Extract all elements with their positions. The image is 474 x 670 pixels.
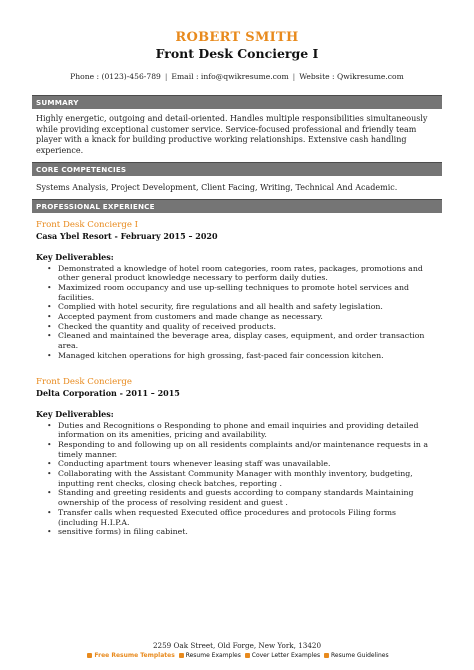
list-item: • Accepted payment from customers and made change as necessary.	[58, 312, 438, 322]
job-title: Front Desk Concierge I	[36, 219, 139, 230]
free-templates-link[interactable]: Free Resume Templates	[94, 652, 175, 659]
list-item: • Duties and Recognitions o Responding to phone and email inquiries and providing detailed information on its amenities, pricing and availability.	[58, 421, 438, 440]
letter-icon	[245, 653, 250, 658]
key-deliverables-label: Key Deliverables:	[36, 408, 114, 419]
list-item: • Cleaned and maintained the beverage area, display cases, equipment, and order transaction area.	[58, 331, 438, 350]
website[interactable]: Website : Qwikresume.com	[299, 72, 404, 81]
job-1	[0, 220, 474, 361]
summary-heading: SUMMARY	[32, 95, 442, 109]
contact-line: Phone : (0123)-456-789 | Email : info@qwikresume.com | Website : Qwikresume.com	[70, 72, 404, 81]
resume-icon	[179, 653, 184, 658]
list-item: • Conducting apartment tours whenever leasing staff was unavailable.	[58, 459, 438, 469]
job-title: Front Desk Concierge	[36, 376, 132, 387]
job-2	[0, 377, 474, 537]
summary-text: Highly energetic, outgoing and detail-oriented. Handles multiple responsibilities simultaneously while providing exceptional customer service. Service-focused professional and friendly team player with a knack for building productive working relationships. Extensive cash handling experience.	[36, 114, 428, 155]
list-item: • Standing and greeting residents and guests according to company standards Maintaining ownership of the process of resolving resident and guest .	[58, 488, 438, 507]
list-item: • Responding to and following up on all residents complaints and/or maintenance requests in a timely manner.	[58, 440, 438, 459]
list-item: • Transfer calls when requested Executed office procedures and protocols Filing forms (including H.I.P.A.	[58, 508, 438, 527]
key-deliverables-label: Key Deliverables:	[36, 251, 114, 262]
resume-header	[0, 0, 474, 81]
list-item: • Demonstrated a knowledge of hotel room categories, room rates, packages, promotions and other general product knowledge necessary to perform daily duties.	[58, 264, 438, 283]
experience-heading: PROFESSIONAL EXPERIENCE	[32, 199, 442, 213]
job-company: Delta Corporation - 2011 – 2015	[36, 387, 180, 398]
list-item: • Checked the quantity and quality of received products.	[58, 322, 438, 332]
list-item: • Complied with hotel security, fire regulations and all health and safety legislation.	[58, 302, 438, 312]
template-icon	[87, 653, 92, 658]
guidelines-link[interactable]: Resume Guidelines	[331, 652, 389, 659]
job-2-deliverables	[0, 421, 474, 537]
competencies-heading: CORE COMPETENCIES	[32, 162, 442, 176]
job-1-deliverables	[0, 264, 474, 361]
footer-links	[0, 651, 474, 661]
footer-address: 2259 Oak Street, Old Forge, New York, 13420	[152, 641, 322, 650]
cover-letter-link[interactable]: Cover Letter Examples	[251, 652, 321, 659]
candidate-name: ROBERT SMITH	[175, 30, 299, 45]
resume-footer	[0, 641, 474, 661]
candidate-title: Front Desk Concierge I	[155, 46, 319, 61]
guide-icon	[324, 653, 329, 658]
list-item: • sensitive forms) in filing cabinet.	[58, 527, 438, 537]
phone: Phone : (0123)-456-789	[70, 72, 161, 81]
job-company: Casa Ybel Resort - February 2015 – 2020	[36, 230, 218, 241]
list-item: • Collaborating with the Assistant Community Manager with monthly inventory, budgeting, inputting rent checks, closing check batches, reporting .	[58, 469, 438, 488]
email[interactable]: Email : info@qwikresume.com	[171, 72, 289, 81]
list-item: • Maximized room occupancy and use up-selling techniques to promote hotel services and facilities.	[58, 283, 438, 302]
competencies-text: Systems Analysis, Project Development, Client Facing, Writing, Technical And Academic.	[36, 183, 398, 192]
resume-examples-link[interactable]: Resume Examples	[185, 652, 241, 659]
list-item: • Managed kitchen operations for high grossing, fast-paced fair concession kitchen.	[58, 351, 438, 361]
